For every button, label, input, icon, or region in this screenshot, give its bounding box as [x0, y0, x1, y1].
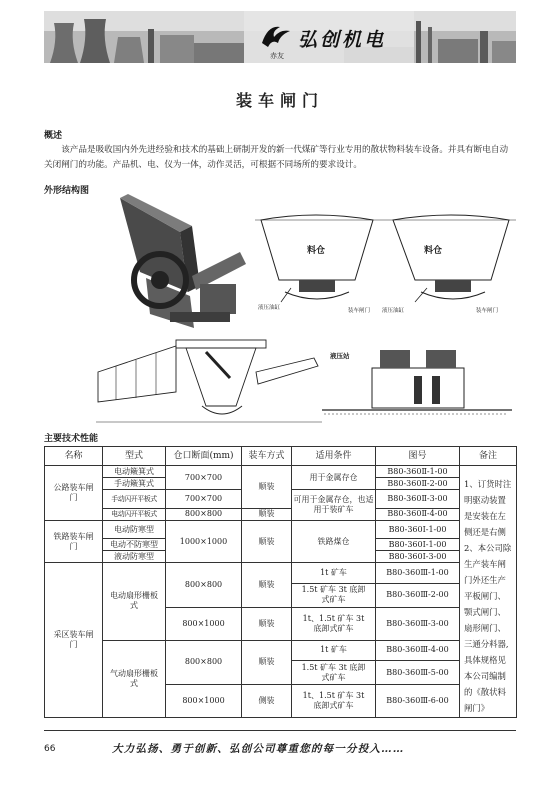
group-road: 公路装车闸门: [45, 466, 103, 521]
table-row: [45, 508, 517, 520]
col-header-opening: 仓口断面(mm): [166, 447, 242, 466]
table-row: [45, 563, 517, 584]
table-row: [45, 466, 517, 478]
method-cell: 顺装: [242, 508, 292, 520]
label-hydraulic-cylinder-left: 液压油缸: [258, 305, 281, 311]
footer-rule: [44, 730, 516, 731]
col-header-condition: 适用条件: [292, 447, 376, 466]
condition-cell: 1.5t 矿车 3t 底卸式矿车: [292, 583, 376, 607]
table-row: [45, 520, 517, 539]
method-cell: 顺装: [242, 520, 292, 563]
type-cell: 电动不防寒型: [103, 539, 166, 551]
table-row: [45, 640, 517, 661]
condition-cell: 1.5t 矿车 3t 底卸式矿车: [292, 661, 376, 685]
type-cell: 手动簸箕式: [103, 478, 166, 490]
bin-label-right: 料仓: [424, 246, 443, 256]
col-header-type: 型式: [103, 447, 166, 466]
type-cell: 手动闪开平板式: [103, 490, 166, 509]
label-gate-right: 装车闸门: [476, 308, 499, 314]
size-cell: 800×800: [166, 640, 242, 685]
header-banner: [44, 11, 516, 63]
note-cell: 1、订货时注明驱动装置是安装在左侧还是右侧 2、本公司除生产装车闸门外还生产平板闸门、颚式闸门、扇形闸门、三通分料器,具体规格见本公司编制的《散状料闸门》: [460, 466, 517, 718]
label-hydraulic-cylinder-right: 液压油缸: [382, 308, 405, 314]
brand-block: [258, 19, 408, 60]
method-cell: 顺装: [242, 466, 292, 509]
type-cell: 电动闪开平板式: [103, 508, 166, 520]
drawing-cell: B80-360Ⅲ-4-00: [376, 640, 460, 661]
brand-subtitle: 赤友: [270, 52, 284, 60]
group-rail: 铁路装车闸门: [45, 520, 103, 563]
drawing-cell: B80-360Ⅰ-3-00: [376, 551, 460, 563]
size-cell: 800×1000: [166, 607, 242, 640]
page-title: 装车闸门: [235, 91, 324, 110]
overview-heading: 概述: [44, 131, 63, 141]
method-cell: 顺装: [242, 640, 292, 685]
type-cell: 电动防寒型: [103, 520, 166, 539]
type-cell: 液动防寒型: [103, 551, 166, 563]
table-header-row: [45, 447, 517, 466]
bin-label-left: 料仓: [307, 246, 326, 256]
condition-cell: 1t、1.5t 矿车 3t 底卸式矿车: [292, 685, 376, 718]
col-header-method: 装车方式: [242, 447, 292, 466]
drawing-cell: B80-360Ⅰ-1-00: [376, 520, 460, 539]
size-cell: 800×800: [166, 508, 242, 520]
drawing-cell: B80-360Ⅱ-2-00: [376, 478, 460, 490]
condition-cell: 用于金属存仓: [292, 466, 376, 490]
drawing-cell: B80-360Ⅰ-1-00: [376, 539, 460, 551]
size-cell: 700×700: [166, 490, 242, 509]
specs-heading: 主要技术性能: [44, 434, 99, 444]
method-cell: 顺装: [242, 563, 292, 608]
method-cell: 侧装: [242, 685, 292, 718]
overview-text: 该产品是吸收国内外先进经验和技术的基础上研制开发的新一代煤矿等行业专用的散状物料装车设备。并具有断电自动关闭闸门的功能。产品机、电、仪为一体，动作灵活，可根据不同场所的要求设计。: [44, 145, 509, 170]
size-cell: 800×800: [166, 563, 242, 608]
method-cell: 顺装: [242, 607, 292, 640]
footer-slogan: 大力弘扬、勇于创新、弘创公司尊重您的每一分投入……: [112, 743, 405, 755]
group-mine: 采区装车闸门: [45, 563, 103, 718]
col-header-name: 名称: [45, 447, 103, 466]
drawing-cell: B80-360Ⅱ-4-00: [376, 508, 460, 520]
type-cell: 电动扇形栅板式: [103, 563, 166, 640]
condition-cell: 铁路煤仓: [292, 520, 376, 563]
size-cell: 1000×1000: [166, 520, 242, 563]
drawing-cell: B80-360Ⅲ-6-00: [376, 685, 460, 718]
spec-table: [44, 446, 517, 718]
size-cell: 800×1000: [166, 685, 242, 718]
brand-logo-icon: [258, 21, 294, 51]
drawing-cell: B80-360Ⅲ-3-00: [376, 607, 460, 640]
type-cell: 电动簸箕式: [103, 466, 166, 478]
col-header-note: 备注: [460, 447, 517, 466]
page-number: 66: [44, 744, 56, 754]
condition-cell: 可用于金属存仓，也适用于装矿车: [292, 490, 376, 521]
condition-cell: 1t 矿车: [292, 563, 376, 584]
drawing-cell: B80-360Ⅱ-3-00: [376, 490, 460, 509]
drawing-cell: B80-360Ⅱ-1-00: [376, 466, 460, 478]
drawing-cell: B80-360Ⅲ-5-00: [376, 661, 460, 685]
col-header-drawing: 图号: [376, 447, 460, 466]
type-cell: 气动扇形栅板式: [103, 640, 166, 717]
label-gate-left: 装车闸门: [348, 308, 371, 314]
size-cell: 700×700: [166, 466, 242, 490]
drawing-cell: B80-360Ⅲ-2-00: [376, 583, 460, 607]
condition-cell: 1t、1.5t 矿车 3t 底卸式矿车: [292, 607, 376, 640]
brand-name: 弘创机电: [298, 29, 387, 51]
label-hydraulic-station: 液压站: [330, 352, 350, 360]
gate-side-elevation: [96, 332, 322, 424]
drawing-cell: B80-360Ⅲ-1-00: [376, 563, 460, 584]
structure-heading: 外形结构图: [44, 186, 90, 196]
condition-cell: 1t 矿车: [292, 640, 376, 661]
gate-3d-illustration: [110, 192, 250, 332]
